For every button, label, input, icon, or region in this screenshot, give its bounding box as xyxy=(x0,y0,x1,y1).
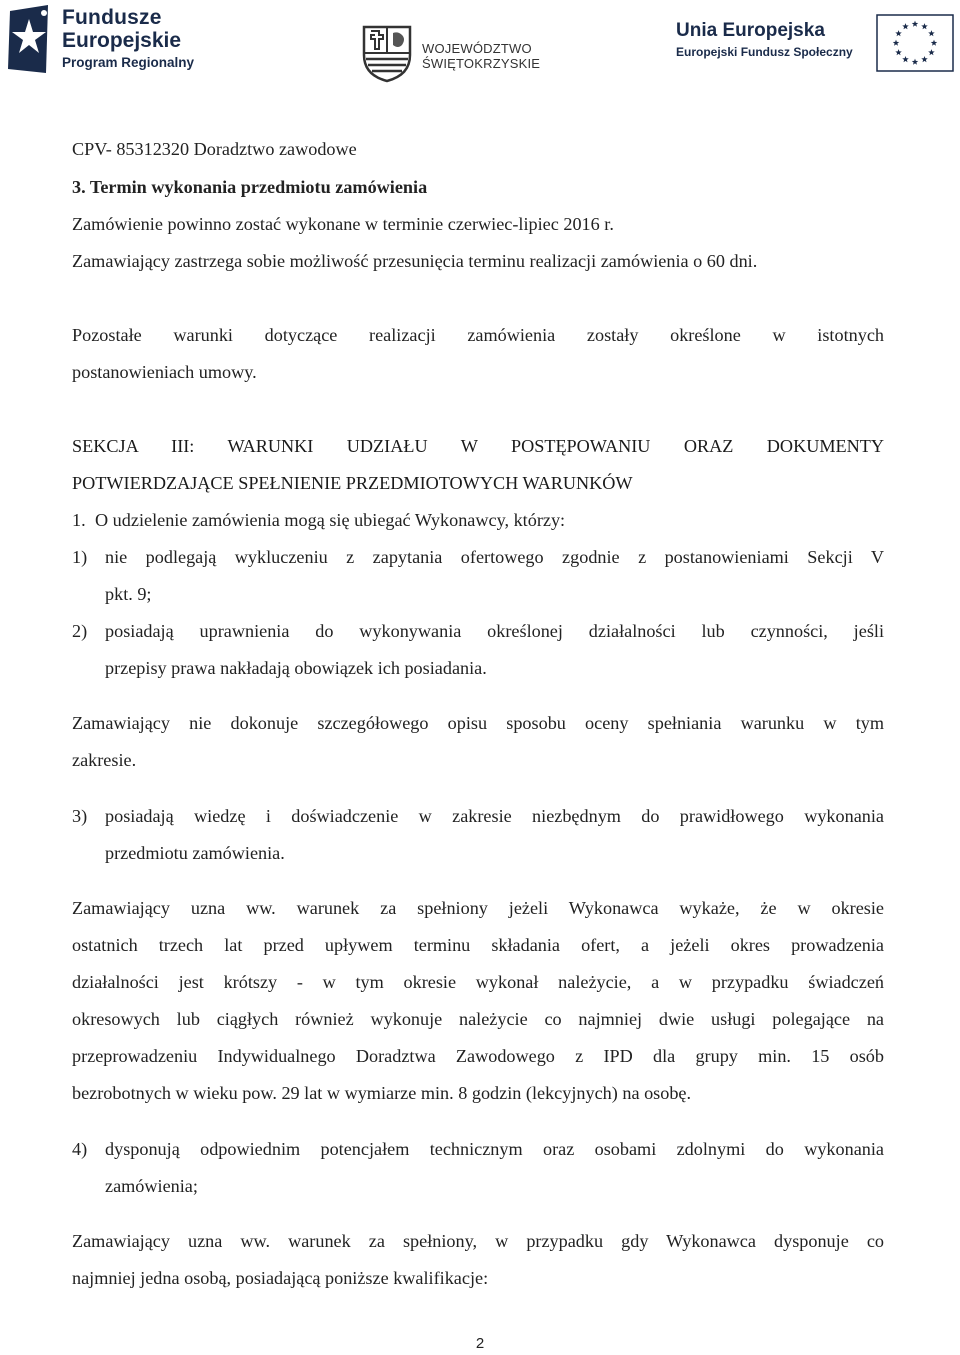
sw-logo-line1: WOJEWÓDZTWO xyxy=(422,41,532,56)
note-3-line-3: działalności jest krótszy - w tym okresie wykonał należycie, a w przypadku świadczeń xyxy=(72,972,884,992)
eu-flag-icon xyxy=(876,14,954,72)
section-3-paragraph-3-line-2: postanowieniach umowy. xyxy=(72,362,257,382)
item-2-line-2: przepisy prawa nakładają obowiązek ich posiadania. xyxy=(105,658,487,678)
fe-star-icon xyxy=(6,3,52,75)
note-4-line-1: Zamawiający uzna ww. warunek za spełniony, w przypadku gdy Wykonawca dysponuje co xyxy=(72,1231,884,1251)
note-3-line-6: bezrobotnych w wieku pow. 29 lat w wymiarze min. 8 godzin (lekcyjnych) na osobę. xyxy=(72,1083,692,1103)
item-3-line-1: posiadają wiedzę i doświadczenie w zakresie niezbędnym do prawidłowego wykonania xyxy=(105,806,884,826)
section-3-paragraph-3-line-1: Pozostałe warunki dotyczące realizacji zamówienia zostały określone w istotnych xyxy=(72,325,884,345)
paragraph-1-text: O udzielenie zamówienia mogą się ubiegać Wykonawcy, którzy: xyxy=(95,510,566,530)
note-3-line-2: ostatnich trzech lat przed upływem terminu składania ofert, a jeżeli okres prowadzenia xyxy=(72,935,884,955)
ue-logo-line1: Unia Europejska xyxy=(676,20,825,41)
sekcja-heading-line-2: POTWIERDZAJĄCE SPEŁNIENIE PRZEDMIOTOWYCH WARUNKÓW xyxy=(72,473,633,493)
crest-icon xyxy=(362,25,412,83)
section-3-paragraph-1: Zamówienie powinno zostać wykonane w terminie czerwiec-lipiec 2016 r. xyxy=(72,214,614,234)
item-2-number: 2) xyxy=(72,621,88,641)
note-2-line-1: Zamawiający nie dokonuje szczegółowego opisu sposobu oceny spełniania warunku w tym xyxy=(72,713,884,733)
sw-logo-line2: ŚWIĘTOKRZYSKIE xyxy=(422,56,541,72)
ue-logo-line2: Europejski Fundusz Społeczny xyxy=(676,45,853,59)
item-3-line-2: przedmiotu zamówienia. xyxy=(105,843,285,863)
item-1-line-1: nie podlegają wykluczeniu z zapytania ofertowego zgodnie z postanowieniami Sekcji V xyxy=(105,547,884,567)
paragraph-1-number: 1. xyxy=(72,510,86,530)
item-1-line-2: pkt. 9; xyxy=(105,584,152,604)
fe-logo-line1: Fundusze xyxy=(62,6,162,29)
note-3-line-4: okresowych lub ciągłych również wykonuje należycie co najmniej dwie usługi polegające na xyxy=(72,1009,884,1029)
page-header xyxy=(0,0,960,80)
section-3-paragraph-2: Zamawiający zastrzega sobie możliwość przesunięcia terminu realizacji zamówienia o 60 dni. xyxy=(72,251,758,271)
item-3-number: 3) xyxy=(72,806,88,826)
section-3-title: 3. Termin wykonania przedmiotu zamówienia xyxy=(72,177,428,197)
unia-europejska-logo xyxy=(676,14,956,74)
note-2-line-2: zakresie. xyxy=(72,750,137,770)
sekcja-heading-line-1: SEKCJA III: WARUNKI UDZIAŁU W POSTĘPOWANIU ORAZ DOKUMENTY xyxy=(72,436,884,456)
item-4-number: 4) xyxy=(72,1139,88,1159)
fe-logo-line2: Europejskie xyxy=(62,29,182,52)
fundusze-europejskie-logo xyxy=(6,3,206,75)
wojewodztwo-swietokrzyskie-logo xyxy=(362,25,541,83)
note-4-line-2: najmniej jedna osobą, posiadającą poniższe kwalifikacje: xyxy=(72,1268,489,1288)
note-3-line-1: Zamawiający uzna ww. warunek za spełniony jeżeli Wykonawca wykaże, że w okresie xyxy=(72,898,884,918)
note-3-line-5: przeprowadzeniu Indywidualnego Doradztwa Zawodowego z IPD dla grupy min. 15 osób xyxy=(72,1046,884,1066)
item-4-line-2: zamówienia; xyxy=(105,1176,198,1196)
item-4-line-1: dysponują odpowiednim potencjałem technicznym oraz osobami zdolnymi do wykonania xyxy=(105,1139,884,1159)
cpv-line: CPV- 85312320 Doradztwo zawodowe xyxy=(72,139,357,159)
fe-logo-line3: Program Regionalny xyxy=(62,55,195,70)
item-1-number: 1) xyxy=(72,547,88,567)
page-number: 2 xyxy=(475,1335,485,1352)
item-2-line-1: posiadają uprawnienia do wykonywania określonej działalności lub czynności, jeśli xyxy=(105,621,884,641)
